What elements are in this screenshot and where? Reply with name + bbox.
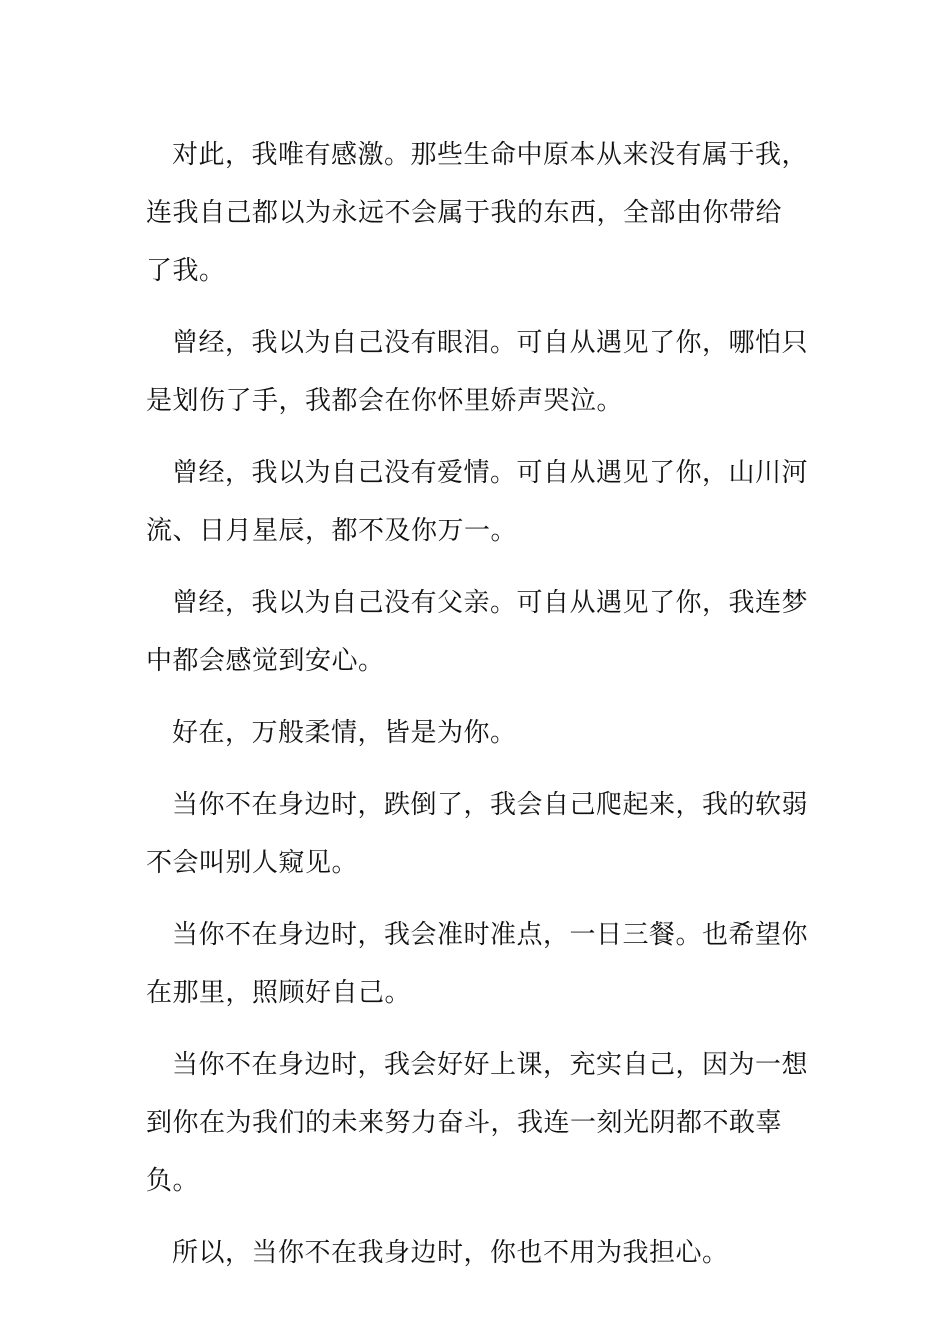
paragraph-9: 所以，当你不在我身边时，你也不用为我担心。: [172, 1238, 729, 1268]
paragraph-8: 当你不在身边时，我会好好上课，充实自己，因为一想到你在为我们的未来努力奋斗，我连一刻光阴都不敢辜负。: [146, 1050, 809, 1196]
document-body: [146, 126, 808, 1296]
paragraph-1: 对此，我唯有感激。那些生命中原本从来没有属于我，连我自己都以为永远不会属于我的东西，全部由你带给了我。: [146, 140, 809, 286]
paragraph-4: 曾经，我以为自己没有父亲。可自从遇见了你，我连梦中都会感觉到安心。: [146, 588, 809, 676]
paragraph-2: 曾经，我以为自己没有眼泪。可自从遇见了你，哪怕只是划伤了手，我都会在你怀里娇声哭泣。: [146, 328, 809, 416]
paragraph-3: 曾经，我以为自己没有爱情。可自从遇见了你，山川河流、日月星辰，都不及你万一。: [146, 458, 809, 546]
paragraph-6: 当你不在身边时，跌倒了，我会自己爬起来，我的软弱不会叫别人窥见。: [146, 790, 809, 878]
paragraph-5: 好在，万般柔情，皆是为你。: [172, 718, 517, 748]
paragraph-7: 当你不在身边时，我会准时准点，一日三餐。也希望你在那里，照顾好自己。: [146, 920, 809, 1008]
